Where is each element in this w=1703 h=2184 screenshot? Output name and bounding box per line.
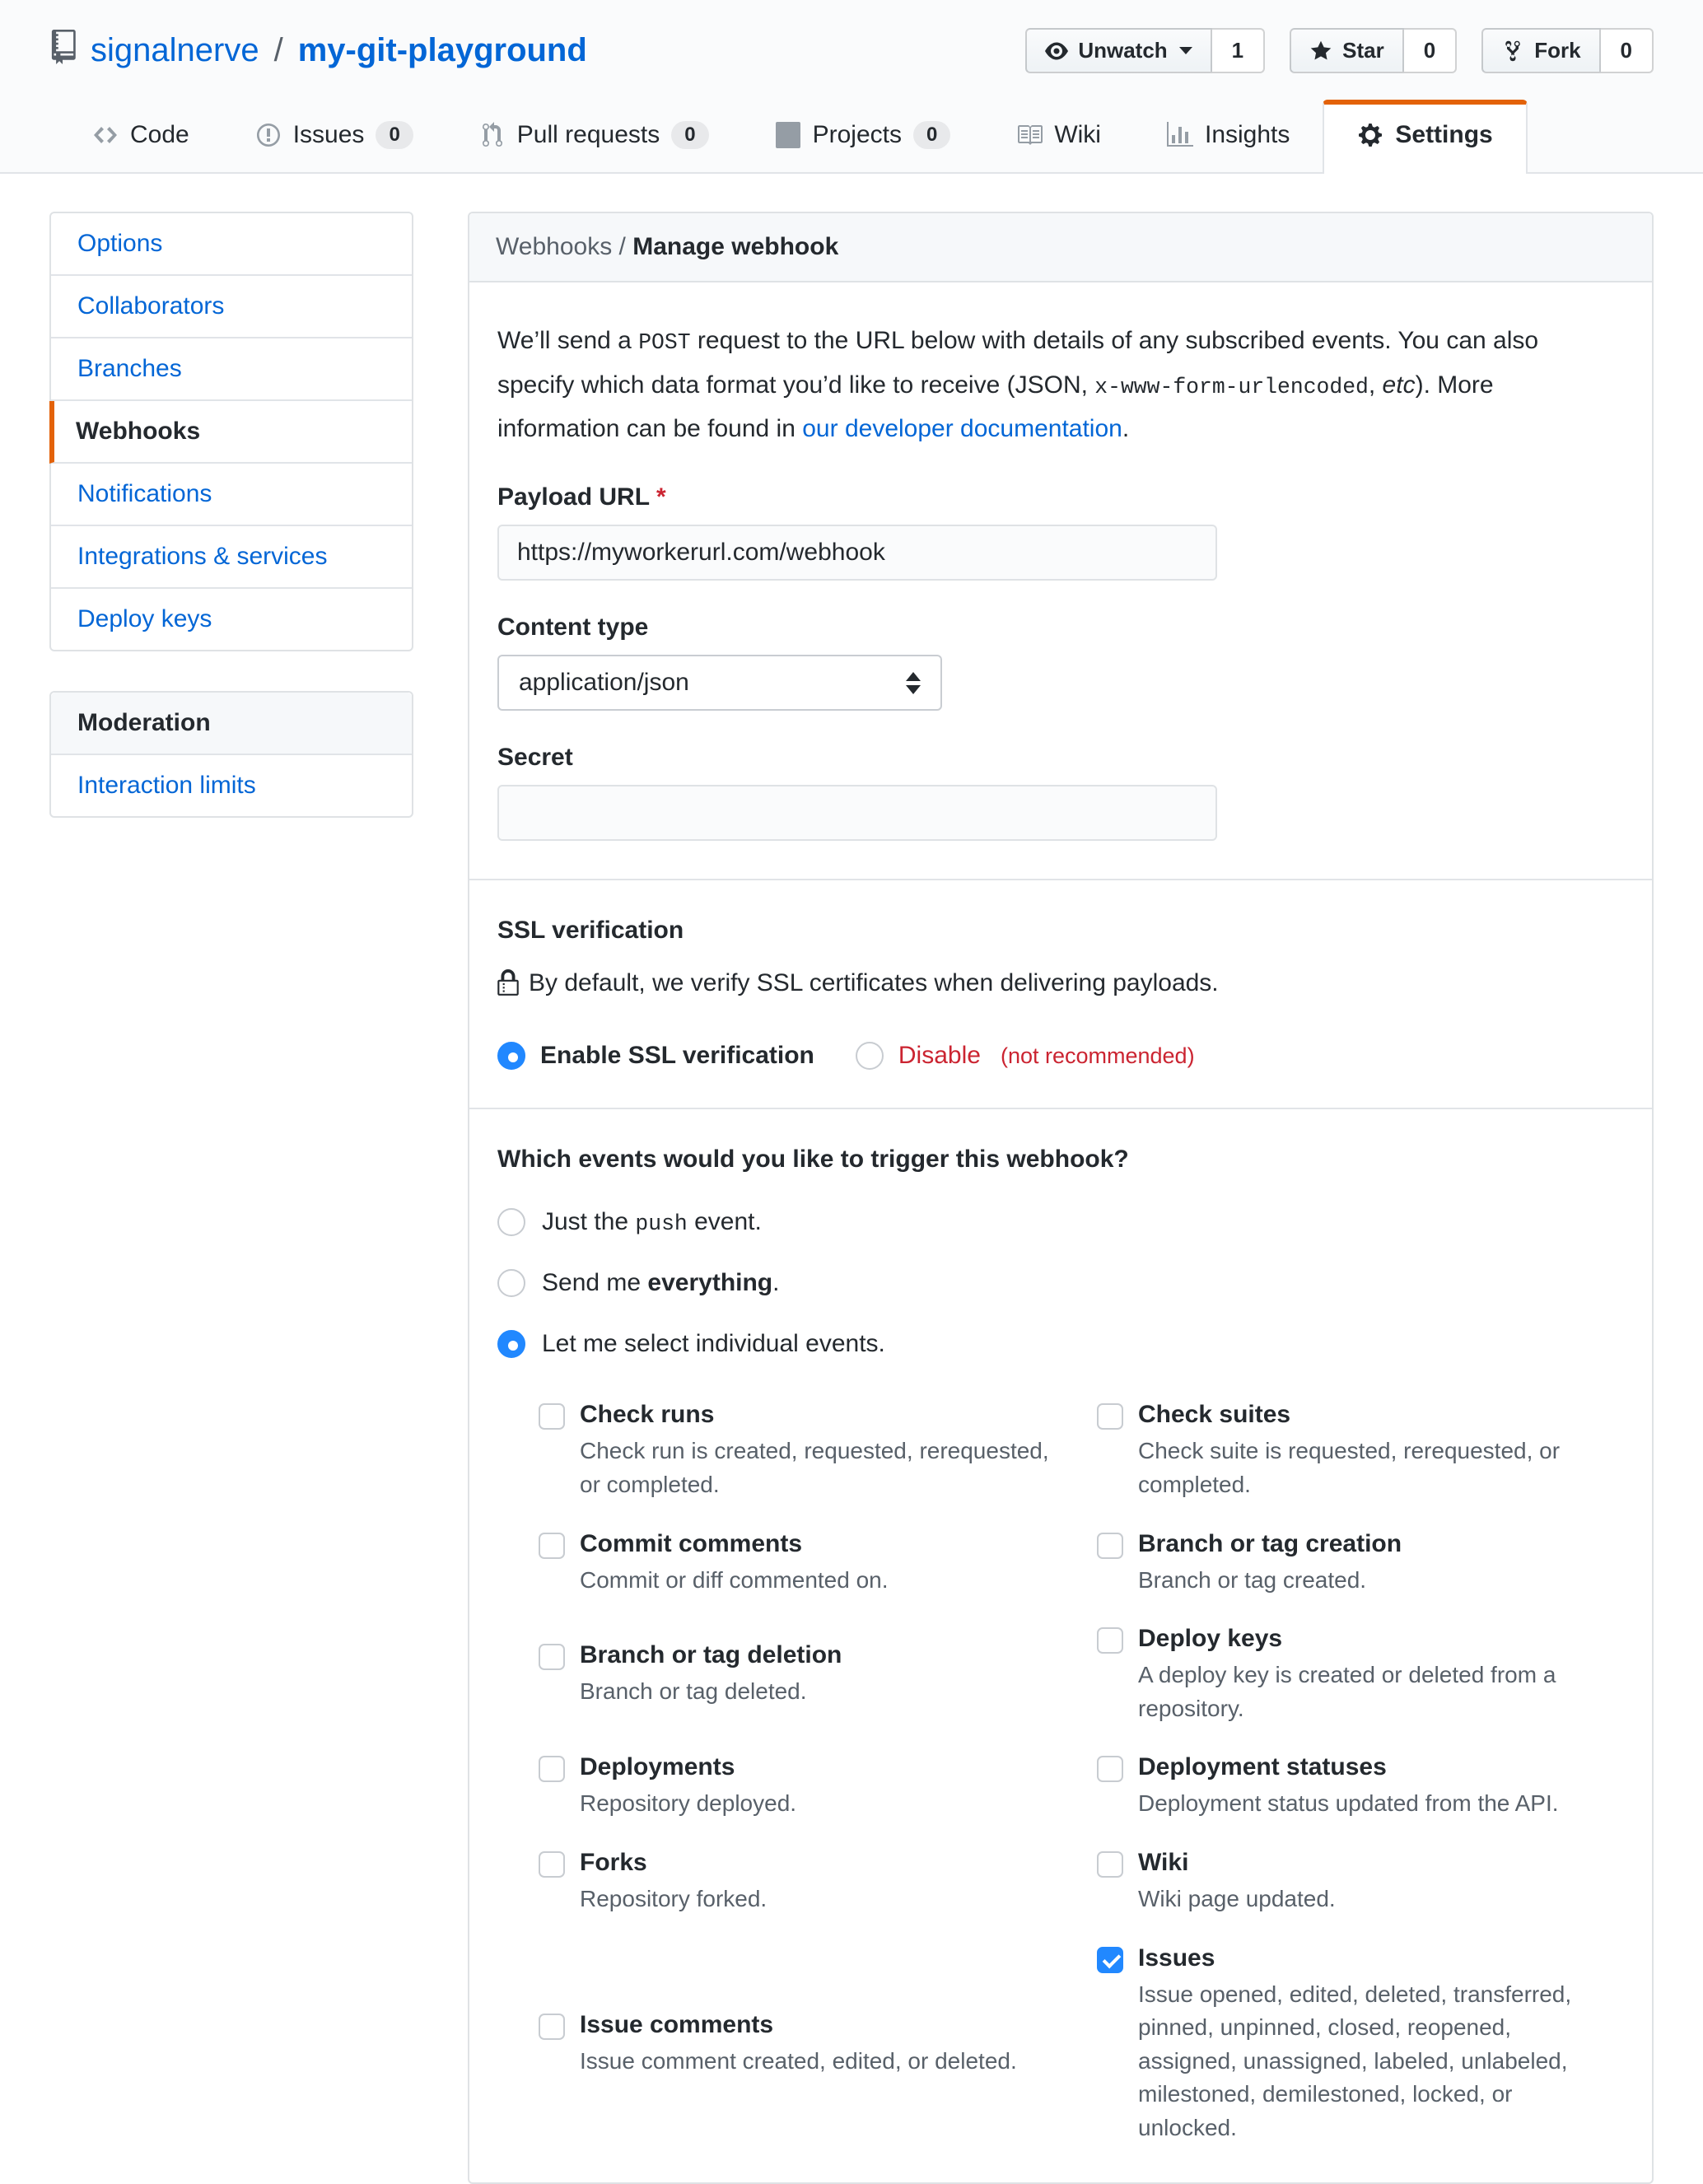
tab-settings[interactable]: Settings: [1323, 100, 1527, 174]
project-icon: [775, 122, 801, 148]
select-arrows-icon: [906, 672, 921, 694]
event-wiki: Wiki Wiki page updated.: [1097, 1849, 1609, 1916]
push-code: push: [635, 1211, 688, 1237]
commit-comments-checkbox[interactable]: [539, 1533, 565, 1559]
breadcrumb-webhooks-link[interactable]: Webhooks: [496, 233, 613, 261]
event-forks: Forks Repository forked.: [539, 1849, 1051, 1916]
repo-header: [0, 0, 1703, 174]
check-runs-checkbox[interactable]: [539, 1403, 565, 1430]
tab-issues[interactable]: Issues 0: [222, 101, 446, 172]
secret-input[interactable]: [497, 785, 1217, 841]
repo-name-link[interactable]: my-git-playground: [297, 32, 587, 69]
watch-button-group: [1025, 28, 1265, 73]
moderation-menu: [49, 691, 413, 818]
watchers-count[interactable]: 1: [1212, 28, 1265, 73]
fork-button-group: [1481, 28, 1654, 73]
event-branch-tag-deletion: Branch or tag deletion Branch or tag deleted.: [539, 1641, 1051, 1709]
event-issues: Issues Issue opened, edited, deleted, transferred, pinned, unpinned, closed, reopened, assigned, unassigned, labeled, unlabeled, milestoned, demilestoned, locked, or unlocked.: [1097, 1944, 1609, 2145]
breadcrumb: [469, 213, 1652, 282]
disable-ssl-radio-option[interactable]: Disable (not recommended): [856, 1042, 1195, 1070]
just-push-radio-option[interactable]: Just the push event.: [497, 1208, 1624, 1236]
developer-documentation-link[interactable]: our developer documentation: [802, 414, 1122, 442]
events-section: [469, 1108, 1652, 2182]
tab-pull-requests[interactable]: Pull requests 0: [446, 101, 742, 172]
sidebar-item-collaborators[interactable]: Collaborators: [51, 276, 412, 338]
issues-count-badge: 0: [376, 121, 413, 149]
required-asterisk: *: [656, 483, 666, 511]
not-recommended-note: (not recommended): [1000, 1043, 1195, 1068]
forks-checkbox[interactable]: [539, 1851, 565, 1878]
caret-down-icon: [1179, 47, 1192, 54]
event-deploy-keys: Deploy keys A deploy key is created or deleted from a repository.: [1097, 1625, 1609, 1725]
select-individual-radio[interactable]: [497, 1330, 525, 1358]
enable-ssl-radio[interactable]: [497, 1042, 525, 1070]
ssl-note: By default, we verify SSL certificates when delivering payloads.: [497, 969, 1624, 997]
projects-count-badge: 0: [913, 121, 950, 149]
repo-owner-link[interactable]: signalnerve: [91, 32, 259, 69]
settings-menu: [49, 212, 413, 651]
select-individual-radio-option[interactable]: Let me select individual events.: [497, 1330, 1624, 1358]
deploy-keys-checkbox[interactable]: [1097, 1627, 1123, 1654]
events-heading: Which events would you like to trigger this webhook?: [497, 1146, 1129, 1174]
breadcrumb-separator: /: [612, 233, 633, 261]
lock-icon: [497, 969, 519, 997]
sidebar-item-integrations[interactable]: Integrations & services: [51, 526, 412, 589]
ssl-verification-section: [469, 879, 1652, 1108]
repo-title: [49, 30, 587, 72]
repo-nav-tabs: [49, 100, 1654, 172]
payload-url-input[interactable]: [497, 525, 1217, 581]
code-icon: [92, 122, 119, 148]
forks-count[interactable]: 0: [1601, 28, 1654, 73]
sidebar-item-webhooks[interactable]: Webhooks: [49, 401, 412, 464]
enable-ssl-radio-option[interactable]: Enable SSL verification: [497, 1042, 814, 1070]
event-check-suites: Check suites Check suite is requested, rerequested, or completed.: [1097, 1401, 1609, 1501]
payload-url-label: Payload URL *: [497, 483, 666, 511]
post-code: POST: [638, 330, 691, 356]
star-button-group: [1290, 28, 1457, 73]
content-type-label: Content type: [497, 614, 649, 642]
wiki-checkbox[interactable]: [1097, 1851, 1123, 1878]
repo-icon: [49, 30, 79, 72]
eye-icon: [1045, 40, 1068, 63]
star-icon: [1309, 40, 1332, 63]
disable-ssl-radio[interactable]: [856, 1042, 884, 1070]
tab-code[interactable]: Code: [59, 101, 222, 172]
tab-wiki[interactable]: Wiki: [983, 101, 1134, 172]
sidebar-item-notifications[interactable]: Notifications: [51, 464, 412, 526]
book-icon: [1016, 122, 1043, 148]
event-commit-comments: Commit comments Commit or diff commented on.: [539, 1530, 1051, 1598]
webhook-panel: [468, 212, 1654, 2184]
fork-button[interactable]: Fork: [1481, 28, 1600, 73]
issues-checkbox[interactable]: [1097, 1947, 1123, 1973]
repo-separator: /: [273, 32, 283, 69]
pull-requests-count-badge: 0: [671, 121, 708, 149]
branch-tag-deletion-checkbox[interactable]: [539, 1644, 565, 1670]
just-push-radio[interactable]: [497, 1208, 525, 1236]
moderation-header: Moderation: [51, 693, 412, 755]
event-issue-comments: Issue comments Issue comment created, edited, or deleted.: [539, 2011, 1051, 2079]
issue-opened-icon: [255, 122, 282, 148]
star-button[interactable]: Star: [1290, 28, 1404, 73]
ssl-heading: SSL verification: [497, 917, 684, 945]
event-branch-tag-creation: Branch or tag creation Branch or tag created.: [1097, 1530, 1609, 1598]
send-everything-radio[interactable]: [497, 1269, 525, 1297]
webhook-intro: We’ll send a POST request to the URL below with details of any subscribed events. You can also specify which data format you’d like to receive (JSON, x-www-form-urlencoded, etc). More information can be found in our developer documentation.: [497, 327, 1539, 442]
gear-icon: [1357, 122, 1383, 148]
event-deployments: Deployments Repository deployed.: [539, 1753, 1051, 1821]
stargazers-count[interactable]: 0: [1404, 28, 1457, 73]
graph-icon: [1167, 122, 1193, 148]
tab-insights[interactable]: Insights: [1134, 101, 1323, 172]
unwatch-button[interactable]: Unwatch: [1025, 28, 1211, 73]
settings-sidebar: [49, 212, 413, 2184]
fork-icon: [1501, 40, 1524, 63]
tab-projects[interactable]: Projects 0: [742, 101, 984, 172]
breadcrumb-current: Manage webhook: [632, 233, 839, 261]
pull-request-icon: [479, 122, 506, 148]
events-grid: [539, 1401, 1609, 2144]
deployments-checkbox[interactable]: [539, 1756, 565, 1782]
sidebar-item-deploy-keys[interactable]: Deploy keys: [77, 605, 212, 633]
send-everything-radio-option[interactable]: Send me everything.: [497, 1269, 1624, 1297]
event-check-runs: Check runs Check run is created, requested, rerequested, or completed.: [539, 1401, 1051, 1501]
secret-label: Secret: [497, 744, 573, 772]
repo-actions: [1025, 28, 1654, 73]
sidebar-item-options[interactable]: Options: [51, 213, 412, 276]
urlencoded-code: x-www-form-urlencoded: [1094, 374, 1369, 399]
event-deployment-statuses: Deployment statuses Deployment status updated from the API.: [1097, 1753, 1609, 1821]
sidebar-item-branches[interactable]: Branches: [51, 338, 412, 401]
branch-tag-creation-checkbox[interactable]: [1097, 1533, 1123, 1559]
content-type-select[interactable]: application/json: [497, 655, 942, 711]
deployment-statuses-checkbox[interactable]: [1097, 1756, 1123, 1782]
check-suites-checkbox[interactable]: [1097, 1403, 1123, 1430]
sidebar-item-interaction-limits[interactable]: Interaction limits: [77, 772, 256, 800]
issue-comments-checkbox[interactable]: [539, 2014, 565, 2040]
webhook-form-section: [469, 282, 1652, 879]
